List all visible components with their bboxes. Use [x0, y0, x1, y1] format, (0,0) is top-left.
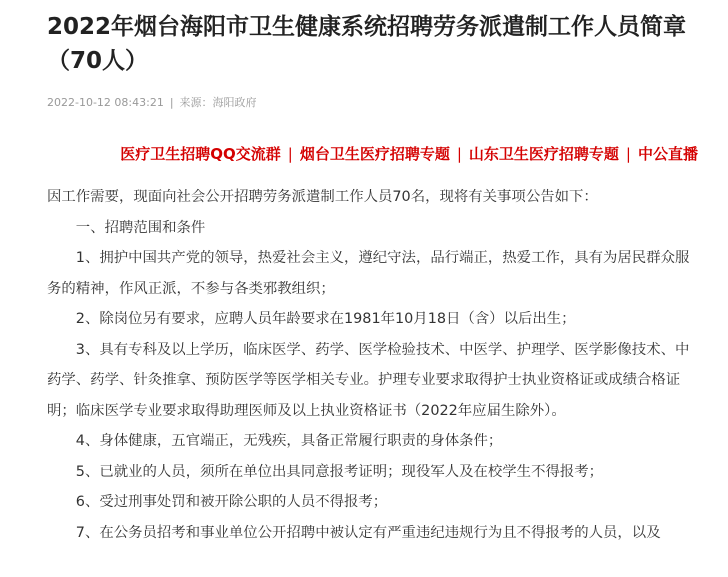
condition-item: 7、在公务员招考和事业单位公开招聘中被认定有严重违纪违规行为且不得报考的人员，以及 — [75, 524, 661, 541]
condition-item: 6、受过刑事处罚和被开除公职的人员不得报考； — [75, 494, 388, 510]
promo-links — [120, 142, 698, 166]
article-meta — [47, 95, 257, 111]
link-shandong-topic[interactable]: 山东卫生医疗招聘专题 — [468, 145, 619, 163]
link-live[interactable]: 中公直播 — [637, 145, 698, 163]
article-title: 2022年烟台海阳市卫生健康系统招聘劳务派遣制工作人员简章（70人） — [47, 14, 687, 74]
article-source: 来源：海阳政府 — [179, 96, 257, 109]
section-heading: 一、招聘范围和条件 — [75, 219, 206, 236]
condition-item: 2、除岗位另有要求，应聘人员年龄要求在1981年10月18日（含）以后出生； — [75, 311, 576, 327]
link-separator: | — [625, 145, 631, 163]
publish-datetime: 2022-10-12 08:43:21 — [47, 96, 164, 109]
link-separator: | — [456, 145, 462, 163]
condition-item: 1、拥护中国共产党的领导，热爱社会主义，遵纪守法，品行端正，热爱工作，具有为居民群众服务的精神，作风正派，不参与各类邪教组织； — [47, 250, 690, 297]
condition-item: 5、已就业的人员，须所在单位出具同意报考证明；现役军人及在校学生不得报考； — [75, 463, 604, 480]
condition-item: 3、具有专科及以上学历，临床医学、药学、医学检验技术、中医学、护理学、医学影像技术、中药学、药学、针灸推拿、预防医学等医学相关专业。护理专业要求取得护士执业资格证或成绩合格证明；临床医学专业要求取得助理医师及以上执业资格证书（2022年应届生除外）。 — [47, 341, 690, 419]
meta-separator: | — [169, 96, 174, 109]
link-yantai-topic[interactable]: 烟台卫生医疗招聘专题 — [299, 145, 450, 163]
condition-item: 4、身体健康，五官端正，无残疾，具备正常履行职责的身体条件； — [75, 433, 503, 449]
article-body — [47, 182, 703, 548]
intro-paragraph: 因工作需要，现面向社会公开招聘劳务派遣制工作人员70名，现将有关事项公告如下： — [47, 189, 598, 205]
link-qq-group[interactable]: 医疗卫生招聘QQ交流群 — [120, 145, 281, 163]
link-separator: | — [287, 145, 293, 163]
